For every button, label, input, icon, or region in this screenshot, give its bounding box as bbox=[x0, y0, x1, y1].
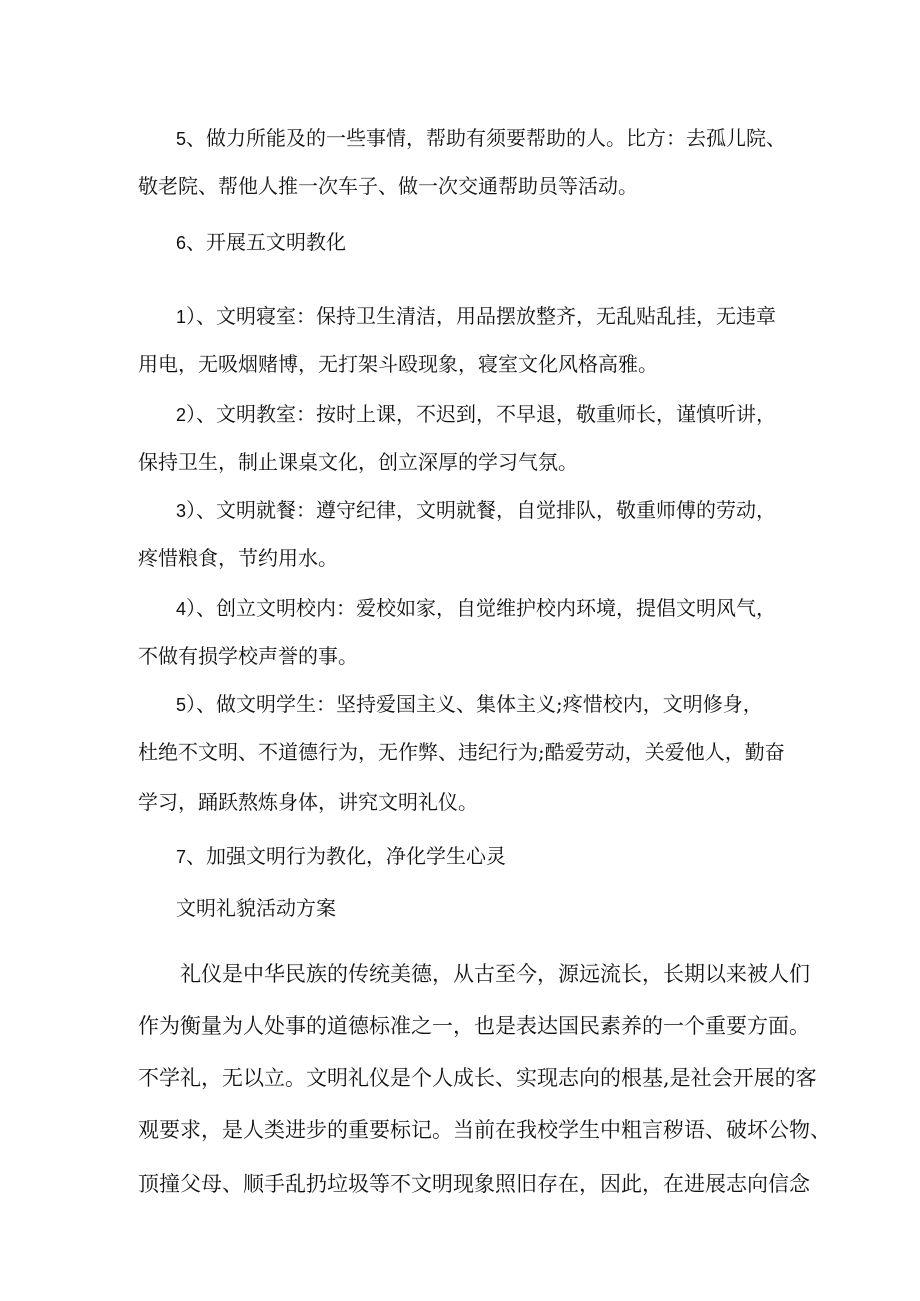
item5-line2 bbox=[138, 172, 638, 200]
sub3-text-1: ）、文明就餐：遵守纪律，文明就餐，自觉排队，敬重师傅的劳动， bbox=[186, 498, 777, 522]
sub5-number: 5 bbox=[176, 695, 187, 715]
intro-line3 bbox=[138, 1064, 817, 1092]
sub1-line2 bbox=[138, 350, 658, 378]
sub3-text-2: 疼惜粮食，节约用水。 bbox=[138, 546, 338, 570]
sub1-text-1: ）、文明寝室：保持卫生清洁，用品摆放整齐，无乱贴乱挂，无违章 bbox=[186, 304, 777, 328]
sub2-text-1: ）、文明教室：按时上课，不迟到，不早退，敬重师长，谨慎听讲， bbox=[186, 402, 777, 426]
intro-text-5: 顶撞父母、顺手乱扔垃圾等不文明现象照旧存在，因此，在进展志向信念 bbox=[138, 1172, 810, 1196]
intro-text-4: 观要求，是人类进步的重要标记。当前在我校学生中粗言秽语、破坏公物、 bbox=[138, 1118, 831, 1142]
item6-number: 6 bbox=[176, 233, 187, 253]
sub1-text-2: 用电，无吸烟赌博，无打架斗殴现象，寝室文化风格高雅。 bbox=[138, 352, 658, 376]
item6-title: 、开展五文明教化 bbox=[186, 230, 347, 254]
sub2-line2 bbox=[138, 448, 578, 476]
sub3-number: 3 bbox=[176, 501, 187, 521]
item6-heading bbox=[176, 228, 346, 256]
sub3-line1 bbox=[176, 496, 776, 524]
sub5-text-1: ）、做文明学生：坚持爱国主义、集体主义;疼惜校内，文明修身， bbox=[186, 692, 763, 716]
intro-text-2: 作为衡量为人处事的道德标准之一，也是表达国民素养的一个重要方面。 bbox=[138, 1014, 810, 1038]
section-title-text: 文明礼貌活动方案 bbox=[176, 896, 336, 920]
intro-line1 bbox=[180, 960, 810, 988]
sub4-line1 bbox=[176, 594, 776, 622]
intro-line5 bbox=[138, 1170, 810, 1198]
item5-line1 bbox=[176, 124, 786, 152]
sub4-line2 bbox=[138, 642, 358, 670]
sub2-text-2: 保持卫生，制止课桌文化，创立深厚的学习气氛。 bbox=[138, 450, 578, 474]
sub4-number: 4 bbox=[176, 599, 187, 619]
sub5-text-2: 杜绝不文明、不道德行为，无作弊、违纪行为;酷爱劳动，关爱他人，勤奋 bbox=[138, 740, 785, 764]
sub5-text-3: 学习，踊跃熬炼身体，讲究文明礼仪。 bbox=[138, 790, 478, 814]
item5-text-1: 、做力所能及的一些事情，帮助有须要帮助的人。比方：去孤儿院、 bbox=[186, 126, 787, 150]
intro-line4 bbox=[138, 1116, 831, 1144]
sub2-number: 2 bbox=[176, 405, 187, 425]
sub5-line2 bbox=[138, 738, 785, 766]
sub1-number: 1 bbox=[176, 307, 187, 327]
item5-number: 5 bbox=[176, 129, 187, 149]
sub2-line1 bbox=[176, 400, 776, 428]
item5-text-2: 敬老院、帮他人推一次车子、做一次交通帮助员等活动。 bbox=[138, 174, 638, 198]
sub4-text-1: ）、创立文明校内：爱校如家，自觉维护校内环境，提倡文明风气， bbox=[186, 596, 777, 620]
section-title bbox=[176, 894, 336, 922]
item7-title: 、加强文明行为教化，净化学生心灵 bbox=[186, 844, 507, 868]
intro-text-1: 礼仪是中华民族的传统美德，从古至今，源远流长，长期以来被人们 bbox=[180, 962, 810, 986]
item7-heading bbox=[176, 842, 506, 870]
item7-number: 7 bbox=[176, 847, 187, 867]
sub3-line2 bbox=[138, 544, 338, 572]
intro-line2 bbox=[138, 1012, 810, 1040]
sub4-text-2: 不做有损学校声誉的事。 bbox=[138, 644, 358, 668]
sub5-line1 bbox=[176, 690, 763, 718]
sub1-line1 bbox=[176, 302, 776, 330]
sub5-line3 bbox=[138, 788, 478, 816]
intro-text-3: 不学礼，无以立。文明礼仪是个人成长、实现志向的根基,是社会开展的客 bbox=[138, 1066, 817, 1090]
